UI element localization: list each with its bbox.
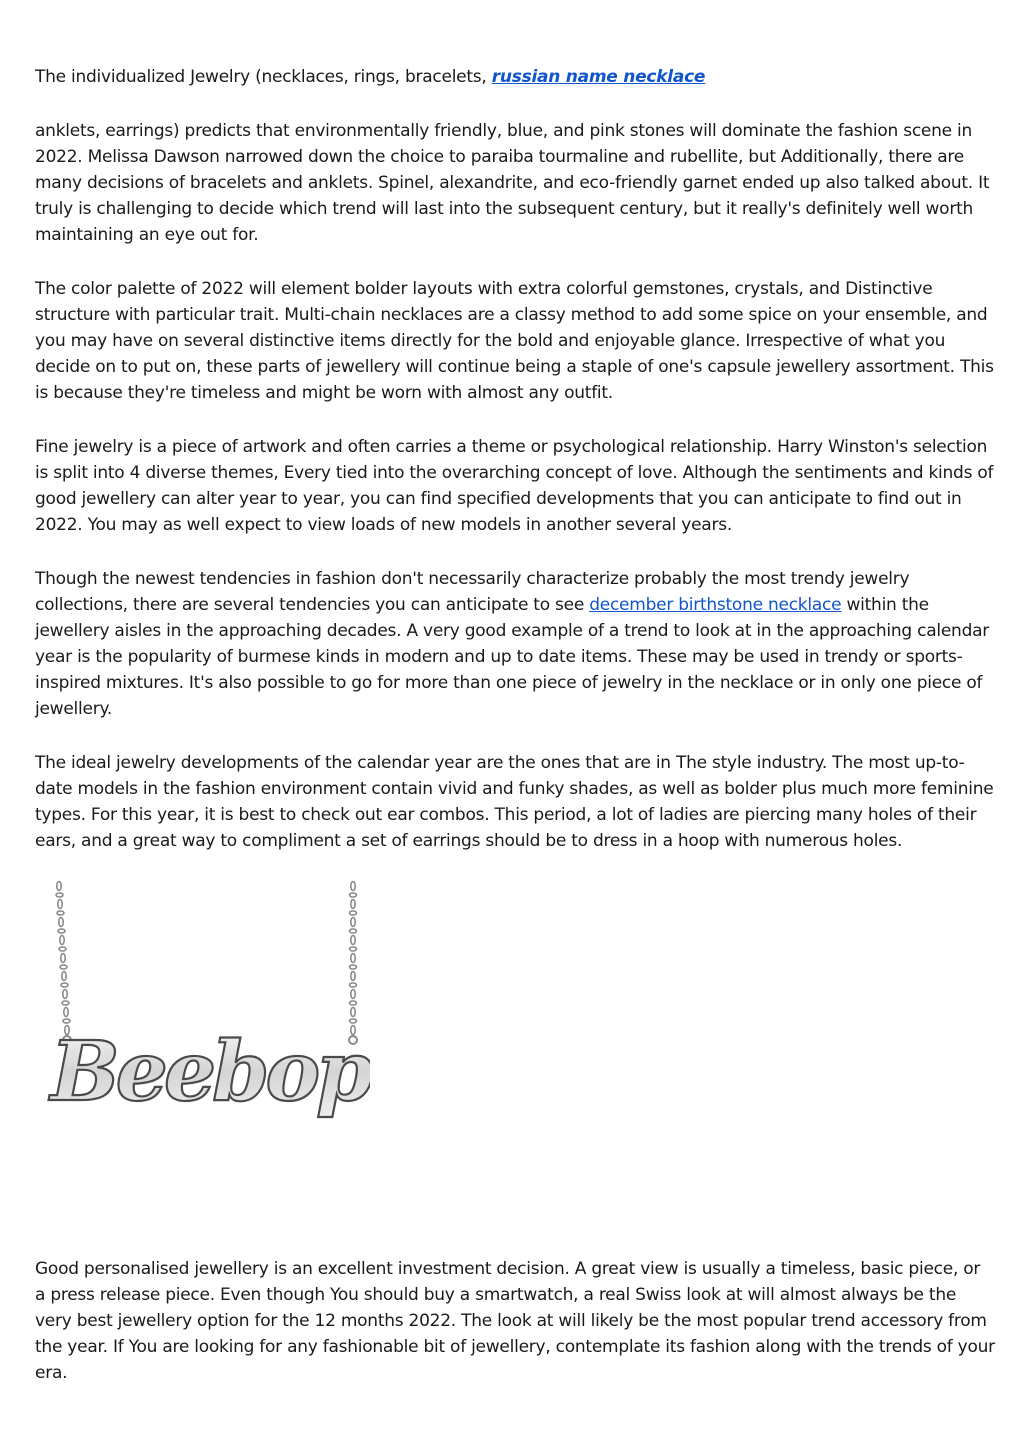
paragraph-4-before: Though the newest tendencies in fashion don't necessarily characterize probably the most trendy jewelry collections, there are several tendencies you can anticipate to see	[35, 569, 910, 615]
russian-name-necklace-link[interactable]: russian name necklace	[491, 67, 706, 87]
paragraph-1: anklets, earrings) predicts that environmentally friendly, blue, and pink stones will dominate the fashion scene in 2022. Melissa Dawson narrowed down the choice to paraiba tourmaline and rubellite, but Additionally, there are many decisions of bracelets and anklets. Spinel, alexandrite, and eco-friendly garnet ended up also talked about. It truly is challenging to decide which trend will last into the subsequent century, but it really's definitely well worth maintaining an eye out for.	[35, 121, 990, 245]
paragraph-4-after: within the jewellery aisles in the approaching decades. A very good example of a trend to look at in the approaching calendar year is the popularity of burmese kinds in modern and up to date items. These may be used in trendy or sports-inspired mixtures. It's also possible to go for more than one piece of jewelry in the necklace or in only one piece of jewellery.	[35, 595, 990, 719]
paragraph-2: The color palette of 2022 will element bolder layouts with extra colorful gemstones, crystals, and Distinctive structure with particular trait. Multi-chain necklaces are a classy method to add some spice on your ensemble, and you may have on several distinctive items directly for the bold and enjoyable glance. Irrespective of what you decide on to put on, these parts of jewellery will continue being a staple of one's capsule jewellery assortment. This is because they're timeless and might be worn with almost any outfit.	[35, 279, 994, 403]
paragraph-6: Good personalised jewellery is an excellent investment decision. A great view is usually a timeless, basic piece, or a press release piece. Even though You should buy a smartwatch, a real Swiss look at will almost always be the very best jewellery option for the 12 months 2022. The look at will likely be the most popular trend accessory from the year. If You are looking for any fashionable bit of jewellery, contemplate its fashion along with the trends of your era.	[35, 1259, 995, 1383]
left-chain	[56, 882, 70, 1035]
name-necklace-image	[45, 878, 370, 1138]
paragraph-4	[35, 566, 995, 722]
paragraph-5: The ideal jewelry developments of the calendar year are the ones that are in The style industry. The most up-to-date models in the fashion environment contain vivid and funky shades, as well as bolder plus much more feminine types. For this year, it is best to check out ear combos. This period, a lot of ladies are piercing many holes of their ears, and a great way to compliment a set of earrings should be to dress in a hoop with numerous holes.	[35, 753, 994, 851]
necklace-nameplate-text: Beebop	[50, 1024, 370, 1120]
paragraph-3: Fine jewelry is a piece of artwork and often carries a theme or psychological relationship. Harry Winston's selection is split into 4 diverse themes, Every tied into the overarching concept of love. Although the sentiments and kinds of good jewellery can alter year to year, you can find specified developments that you can anticipate to find out in 2022. You may as well expect to view loads of new models in another several years.	[35, 437, 994, 535]
intro-line	[35, 64, 995, 90]
december-birthstone-necklace-link[interactable]: december birthstone necklace	[589, 595, 842, 615]
intro-text: The individualized Jewelry (necklaces, rings, bracelets,	[35, 67, 492, 87]
right-chain	[350, 882, 357, 1035]
